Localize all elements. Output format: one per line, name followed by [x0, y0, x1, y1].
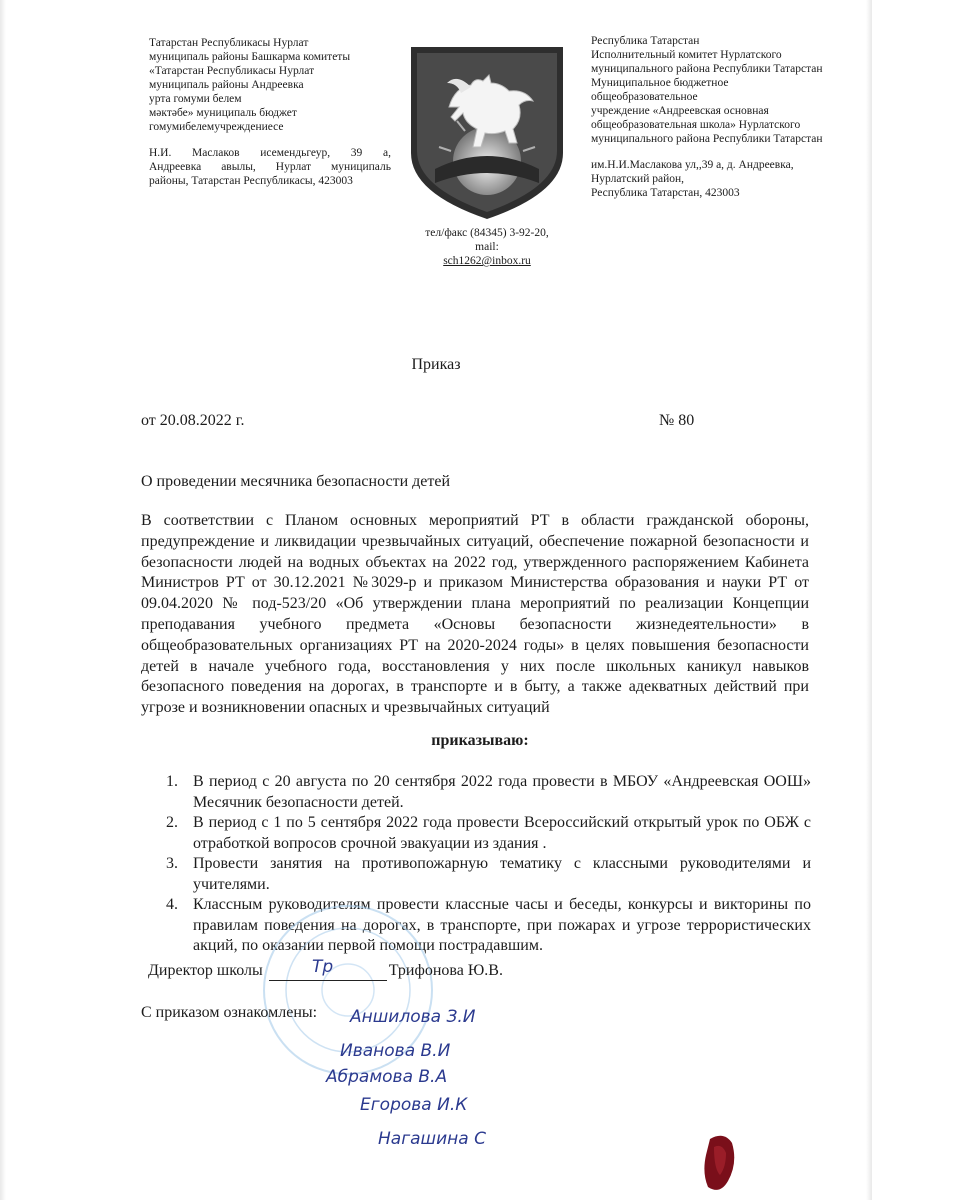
- header-right-line: Исполнительный комитет Нурлатского: [591, 49, 782, 61]
- header-left-address-line: Н.И. Маслаков исемендьгеур, 39 а,: [149, 147, 391, 159]
- header-left-line: муниципаль районы Андреевка: [149, 79, 304, 91]
- mail-label: mail:: [475, 241, 499, 253]
- handwritten-name: Аншилова З.И: [350, 1007, 476, 1027]
- handwritten-name: Егорова И.К: [360, 1095, 468, 1115]
- header-left-address-line: Андреевка авылы, Нурлат муниципаль: [149, 161, 391, 173]
- header-right-address-line: Нурлатский район,: [591, 173, 685, 185]
- email-link[interactable]: sch1262@inbox.ru: [443, 255, 531, 267]
- scan-edge-right: [866, 0, 872, 1200]
- document-subject: О проведении месячника безопасности детей: [141, 473, 451, 490]
- header-right-line: муниципального района Республики Татарстан: [591, 63, 823, 75]
- order-word: приказываю:: [431, 732, 529, 749]
- list-item: 4. Классным руководителям провести классные часы и беседы, конкурсы и викторины по правилам поведения на дорогах, в транспорте, при пожарах и угрозе террористических акций, по оказании первой помощи пострадавшим.: [166, 896, 811, 954]
- scan-edge-left: [0, 0, 6, 1200]
- phone-fax: тел/факс (84345) 3-92-20,: [425, 227, 549, 239]
- header-right-address-line: им.Н.И.Маслакова ул,,39 а, д. Андреевка,: [591, 159, 794, 171]
- header-left-line: муниципаль районы Башкарма комитеты: [149, 51, 351, 63]
- header-left-line: «Татарстан Республикасы Нурлат: [149, 65, 315, 77]
- header-left-line: мәктәбе» муниципаль бюджет: [149, 107, 297, 119]
- header-left-line: гомумибелемучреждениесе: [149, 121, 284, 133]
- handwritten-name: Нагашина С: [378, 1129, 486, 1149]
- handwritten-signatures: [312, 957, 620, 1160]
- header-right-line: учреждение «Андреевская основная: [591, 105, 769, 117]
- red-smudge-mark: [702, 1133, 738, 1195]
- document-title: Приказ: [411, 356, 461, 373]
- director-name: Трифонова Ю.В.: [388, 962, 503, 979]
- header-right-line: общеобразовательная школа» Нурлатского: [591, 119, 801, 131]
- list-item: 3. Провести занятия на противопожарную тематику с классными руководителями и учителями.: [166, 855, 811, 893]
- document-body: В соответствии с Планом основных мероприятий РТ в области гражданской обороны, предупреждение и ликвидации чрезвычайных ситуаций, обеспечение пожарной безопасности и безопасности людей на водных объектах на 2022 год, утвержденного распоряжением Кабинета Министров РТ от 30.12.2021 №3029-р и приказом Министерства образования и науки РТ от 09.04.2020 № под-523/20 «Об утверждении плана мероприятий по реализации Концепции преподавания учебного предмета «Основы безопасности жизнедеятельности» в общеобразовательных организациях РТ на 2020-2024 годы» в целях повышения безопасности детей в начале учебного года, восстановления у них после школьных каникул навыков безопасного поведения на дорогах, в транспорте и в быту, а также адекватных действий при угрозе и возникновении опасных и чрезвычайных ситуаций: [141, 512, 809, 717]
- list-item: 1. В период с 20 августа по 20 сентября 2022 года провести в МБОУ «Андреевская ООШ» Месячник безопасности детей.: [166, 773, 811, 811]
- order-items-list: [141, 772, 811, 957]
- header-left-line: урта гомуми белем: [149, 93, 242, 105]
- header-right-line: муниципального района Республики Татарстан: [591, 133, 823, 145]
- header-left-line: Татарстан Республикасы Нурлат: [149, 37, 309, 49]
- acknowledged-label: С приказом ознакомлены:: [141, 1004, 318, 1021]
- header-right-block: [591, 34, 853, 200]
- director-label: Директор школы: [148, 962, 263, 979]
- coat-of-arms-emblem: [405, 43, 569, 221]
- list-item: 2. В период с 1 по 5 сентября 2022 года провести Всероссийский открытый урок по ОБЖ с отработкой вопросов срочной эвакуации из здания .: [166, 814, 811, 852]
- header-right-line: Республика Татарстан: [591, 35, 700, 47]
- contact-block: [405, 226, 569, 268]
- handwritten-name: Абрамова В.А: [326, 1067, 448, 1087]
- document-date: от 20.08.2022 г.: [141, 412, 245, 429]
- director-signature: Тр: [312, 957, 334, 977]
- document-number: № 80: [659, 412, 695, 429]
- header-left-block: [149, 36, 391, 188]
- header-left-address-line: районы, Татарстан Республикасы, 423003: [149, 175, 353, 187]
- handwritten-name: Иванова В.И: [340, 1041, 451, 1061]
- header-right-address-line: Республика Татарстан, 423003: [591, 187, 740, 199]
- header-right-line: общеобразовательное: [591, 91, 698, 103]
- header-right-line: Муниципальное бюджетное: [591, 77, 729, 89]
